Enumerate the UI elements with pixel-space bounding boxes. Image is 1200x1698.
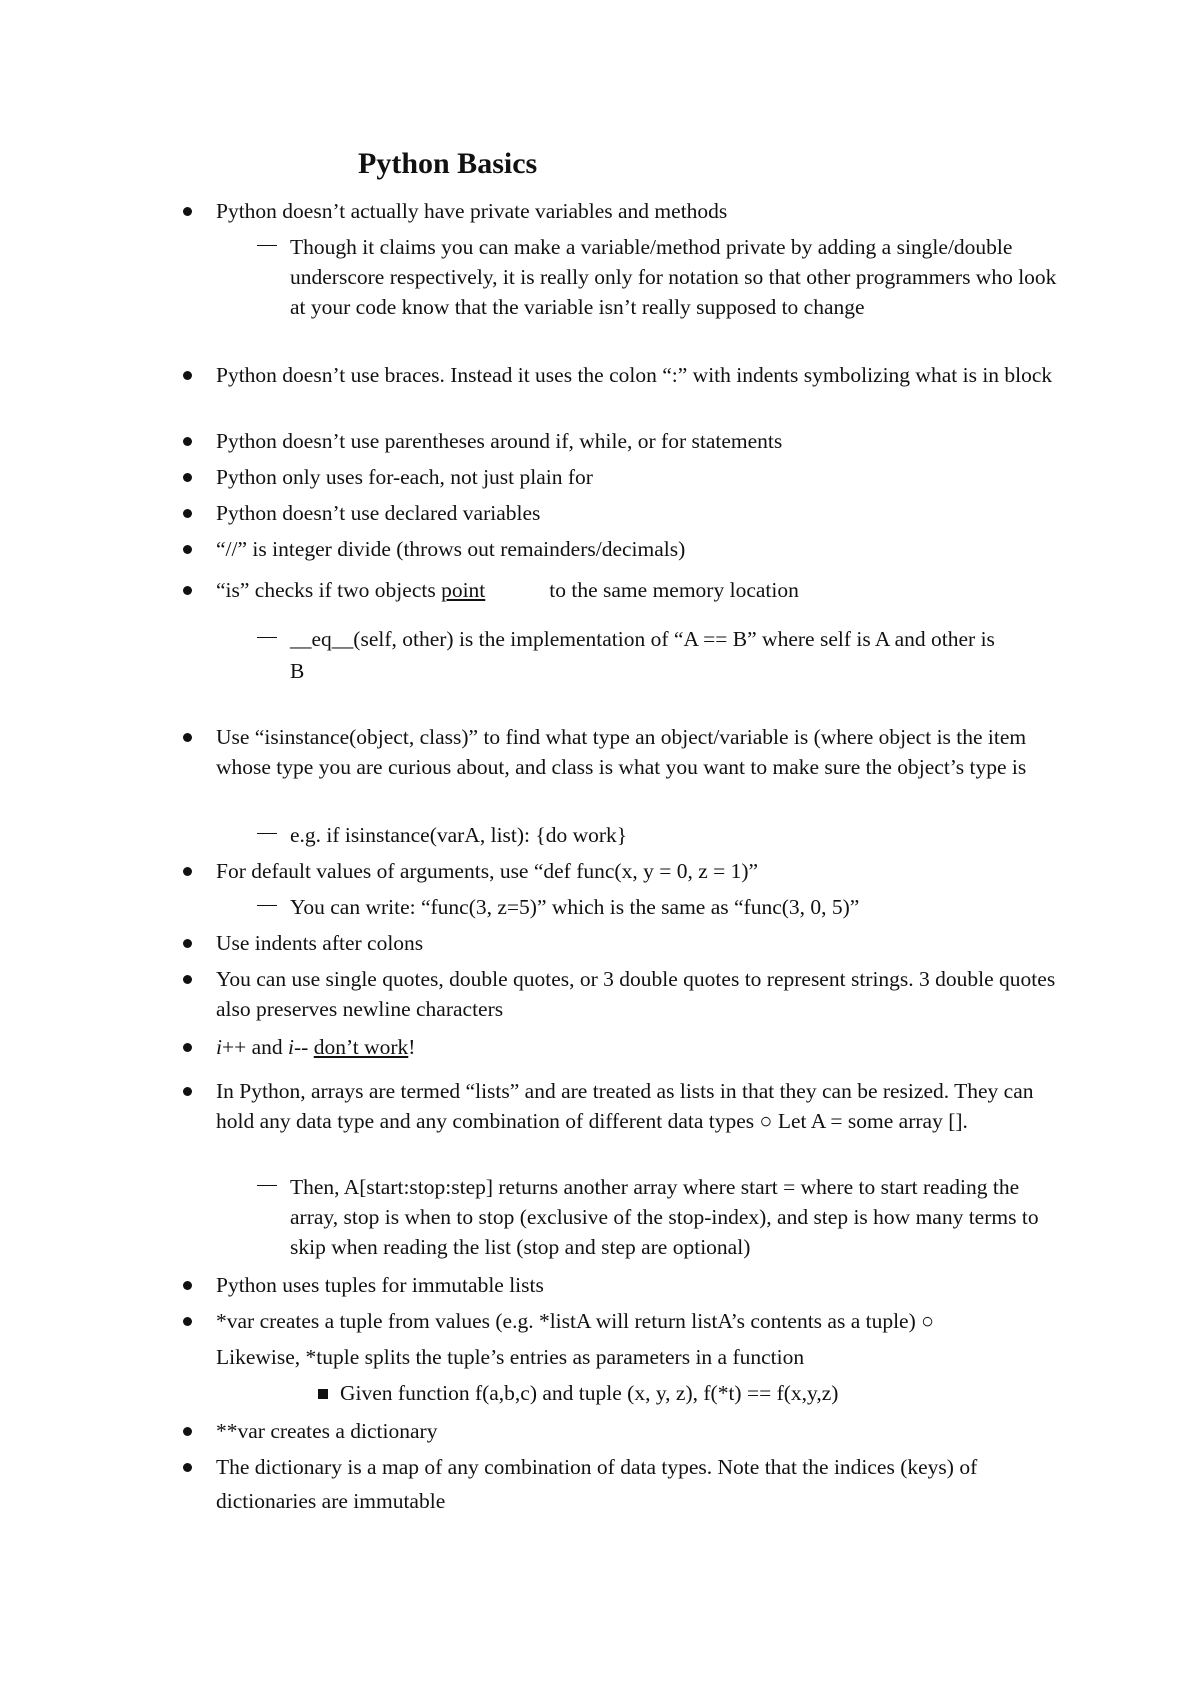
sub-bullet-text: B — [290, 659, 305, 683]
sub-bullet-item — [290, 892, 1065, 922]
sub-bullet-item — [290, 820, 1065, 850]
bullet-item — [216, 1076, 1066, 1136]
bullet-icon — [183, 586, 192, 595]
bullet-item — [216, 196, 1066, 226]
bullet-text: ++ and — [221, 1035, 289, 1059]
bullet-item — [216, 1306, 1066, 1372]
bullet-text: “is” checks if two objects — [216, 578, 442, 602]
bullet-text: In Python, arrays are termed “lists” and are treated as lists in that they can be resized. They can hold any data type and any combination of different data types ○ Let A = some array []. — [216, 1079, 1034, 1133]
bullet-text: dictionaries are immutable — [216, 1489, 446, 1513]
dash-icon — [257, 637, 277, 638]
bullet-text: Python only uses for-each, not just plain for — [216, 465, 593, 489]
dash-icon — [257, 245, 277, 246]
bullet-icon — [183, 939, 192, 948]
bullet-icon — [183, 371, 192, 380]
square-bullet-icon — [318, 1389, 328, 1399]
sub-sub-bullet-item — [340, 1378, 1060, 1408]
bullet-item — [216, 928, 1066, 958]
bullet-text: Python doesn’t use braces. Instead it uses the colon “:” with indents symbolizing what is in block — [216, 363, 1053, 387]
bullet-text: -- — [294, 1035, 314, 1059]
bullet-text: You can use single quotes, double quotes, or 3 double quotes to represent strings. 3 double quotes also preserves newline characters — [216, 967, 1056, 1021]
bullet-icon — [183, 1427, 192, 1436]
bullet-item — [216, 462, 1066, 492]
bullet-text: Python uses tuples for immutable lists — [216, 1273, 544, 1297]
bullet-text: Use “isinstance(object, class)” to find what type an object/variable is (where object is the item whose type you are curious about, and class is what you want to make sure the object’s type is — [216, 725, 1027, 779]
bullet-icon — [183, 545, 192, 554]
sub-bullet-item — [290, 624, 1065, 686]
bullet-icon — [183, 473, 192, 482]
bullet-item — [216, 1452, 1066, 1516]
bullet-text: The dictionary is a map of any combination of data types. Note that the indices (keys) of — [216, 1455, 978, 1479]
bullet-text: to the same memory location — [549, 578, 799, 602]
bullet-item — [216, 534, 1066, 564]
sub-sub-bullet-text: Given function f(a,b,c) and tuple (x, y, z), f(*t) == f(x,y,z) — [340, 1381, 839, 1405]
bullet-icon — [183, 733, 192, 742]
bullet-icon — [183, 207, 192, 216]
bullet-item — [216, 1032, 1066, 1062]
bullet-item — [216, 722, 1066, 782]
dash-icon — [257, 833, 277, 834]
bullet-icon — [183, 509, 192, 518]
sub-bullet-item — [290, 1172, 1065, 1262]
sub-bullet-text: You can write: “func(3, z=5)” which is the same as “func(3, 0, 5)” — [290, 895, 860, 919]
sub-bullet-text: Then, A[start:stop:step] returns another array where start = where to start reading the array, stop is when to stop (exclusive of the stop-index), and step is how many terms to skip when reading the list (stop and step are optional) — [290, 1175, 1039, 1259]
bullet-icon — [183, 1463, 192, 1472]
bullet-text: *var creates a tuple from values (e.g. *listA will return listA’s contents as a tuple) ○ — [216, 1309, 935, 1333]
bullet-item — [216, 1416, 1066, 1446]
bullet-text: For default values of arguments, use “def func(x, y = 0, z = 1)” — [216, 859, 759, 883]
bullet-text: Likewise, *tuple splits the tuple’s entries as parameters in a function — [216, 1345, 805, 1369]
dash-icon — [257, 905, 277, 906]
bullet-item — [216, 964, 1066, 1024]
underlined-phrase: don’t work — [313, 1035, 409, 1059]
bullet-icon — [183, 437, 192, 446]
bullet-text: Python doesn’t actually have private variables and methods — [216, 199, 728, 223]
bullet-item — [216, 856, 1066, 886]
italic-variable: i — [216, 1035, 222, 1059]
dash-icon — [257, 1185, 277, 1186]
bullet-text: “//” is integer divide (throws out remainders/decimals) — [216, 537, 686, 561]
bullet-text: ! — [408, 1035, 416, 1059]
bullet-icon — [183, 1281, 192, 1290]
bullet-item — [216, 498, 1066, 528]
sub-bullet-text: __eq__(self, other) is the implementation of “A == B” where self is A and other is — [290, 627, 995, 651]
page-title: Python Basics — [358, 147, 538, 180]
sub-bullet-item — [290, 232, 1065, 322]
sub-bullet-text: Though it claims you can make a variable/method private by adding a single/double underscore respectively, it is really only for notation so that other programmers who look at your code know that the variable isn’t really supposed to change — [290, 235, 1057, 319]
bullet-text: Python doesn’t use parentheses around if, while, or for statements — [216, 429, 783, 453]
bullet-icon — [183, 975, 192, 984]
italic-variable: i — [288, 1035, 295, 1059]
sub-bullet-text: e.g. if isinstance(varA, list): {do work} — [290, 823, 628, 847]
bullet-icon — [183, 1087, 192, 1096]
bullet-item — [216, 360, 1066, 390]
bullet-icon — [183, 867, 192, 876]
bullet-text: **var creates a dictionary — [216, 1419, 438, 1443]
bullet-text: Python doesn’t use declared variables — [216, 501, 541, 525]
bullet-item — [216, 426, 1066, 456]
bullet-item — [216, 575, 1066, 605]
bullet-icon — [183, 1317, 192, 1326]
bullet-item — [216, 1270, 1066, 1300]
bullet-text: Use indents after colons — [216, 931, 424, 955]
underlined-word: point — [441, 578, 486, 602]
bullet-icon — [183, 1043, 192, 1052]
